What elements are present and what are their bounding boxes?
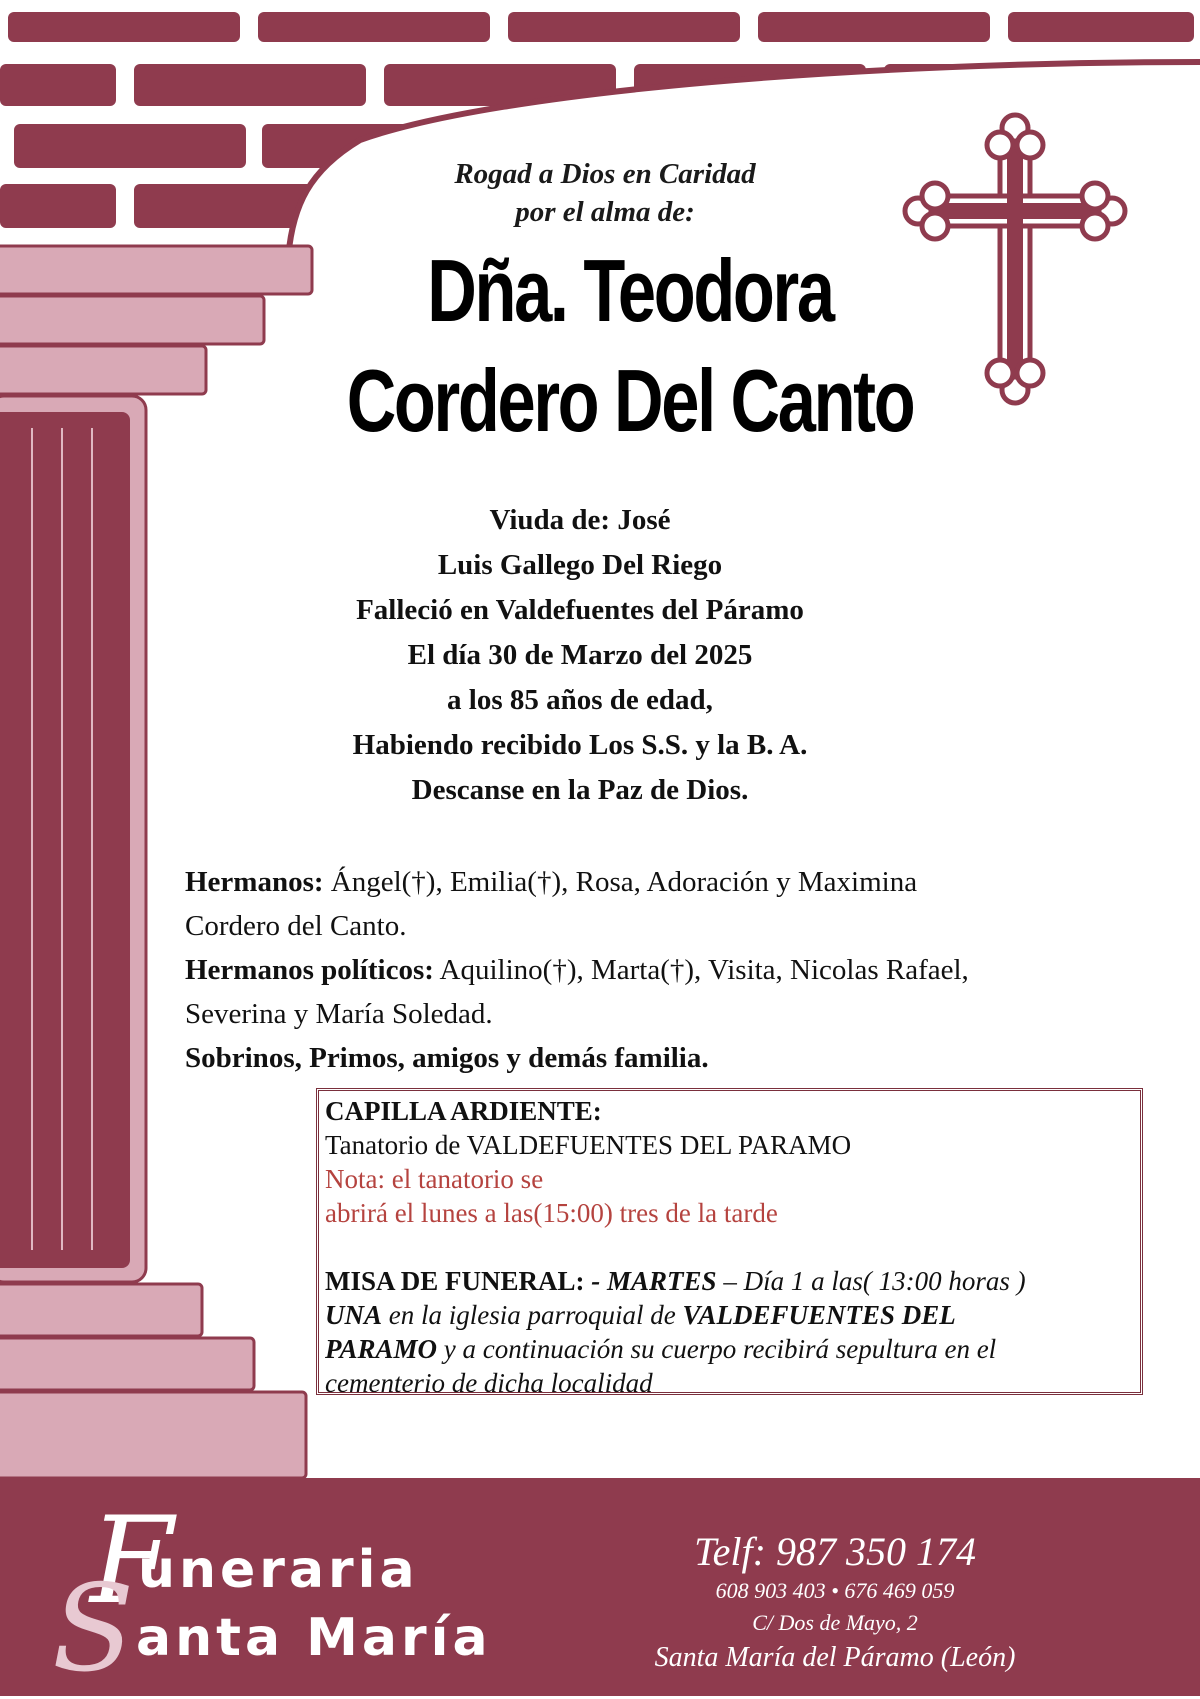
- inlaws-line-1: [185, 948, 1125, 992]
- logo-word-funeraria: uneraria: [138, 1540, 419, 1600]
- column-capital: [0, 246, 312, 394]
- place-of-death: Falleció en Valdefuentes del Páramo: [356, 594, 804, 626]
- deceased-name-line-1: Dña. Teodora: [427, 241, 833, 340]
- spacer: [325, 1230, 1134, 1264]
- address: C/ Dos de Mayo, 2: [752, 1610, 918, 1635]
- chapel-place: Tanatorio de VALDEFUENTES DEL PARAMO: [325, 1130, 852, 1160]
- note-line-1: Nota: el tanatorio se: [325, 1164, 544, 1194]
- details-block: [250, 498, 910, 813]
- town: Santa María del Páramo (León): [654, 1642, 1016, 1673]
- inlaws-label: Hermanos políticos:: [185, 954, 434, 986]
- mass-line-2: [325, 1298, 1134, 1332]
- family-block: [185, 860, 1125, 1080]
- siblings-names: Ángel(†), Emilia(†), Rosa, Adoración y Maximina: [323, 866, 918, 898]
- header-line-2: por el alma de:: [515, 196, 695, 228]
- logo-initial-f: F: [90, 1492, 174, 1631]
- rest-in-peace: Descanse en la Paz de Dios.: [411, 774, 749, 806]
- mass-line-3: [325, 1332, 1134, 1366]
- cross-icon: [905, 115, 1125, 403]
- siblings-line-2: Cordero del Canto.: [185, 910, 407, 942]
- siblings-line-1: [185, 860, 1125, 904]
- footer-band: [0, 1478, 1200, 1699]
- mass-line-2-c: VALDEFUENTES DEL: [682, 1300, 956, 1330]
- mass-line-4: [325, 1366, 1134, 1395]
- sacraments: Habiendo recibido Los S.S. y la B. A.: [352, 729, 808, 761]
- logo-initial-s: S: [52, 1560, 135, 1699]
- mass-day: - MARTES: [584, 1266, 717, 1296]
- mass-time: – Día 1 a las( 13:00 horas ): [716, 1266, 1026, 1296]
- chapel-title: [325, 1094, 1134, 1128]
- mass-line-3-a: PARAMO: [325, 1334, 438, 1364]
- header-line-1: Rogad a Dios en Caridad: [454, 158, 756, 190]
- logo-word-santa-maria: anta María: [136, 1608, 492, 1668]
- mass-line-1: [325, 1264, 1134, 1298]
- chapel-title-text: CAPILLA ARDIENTE:: [325, 1096, 602, 1126]
- contact-block: [600, 1530, 1070, 1678]
- mass-line-2-b: en la iglesia parroquial de: [382, 1300, 683, 1330]
- mass-line-4-text: cementerio de dicha localidad: [325, 1368, 653, 1395]
- telephone: Telf: 987 350 174: [694, 1529, 976, 1574]
- family-closing: [185, 1036, 1125, 1080]
- widow-of-name: Luis Gallego Del Riego: [437, 549, 723, 581]
- note-line-2: abrirá el lunes a las(15:00) tres de la tarde: [325, 1198, 778, 1228]
- column-base: [0, 1284, 306, 1478]
- column-shaft: [0, 396, 146, 1282]
- funeral-info-box: [316, 1088, 1143, 1395]
- siblings-label: Hermanos:: [185, 866, 324, 898]
- deceased-name-line-2: Cordero Del Canto: [346, 351, 914, 450]
- mass-line-2-a: UNA: [325, 1300, 383, 1330]
- family-closing-text: Sobrinos, Primos, amigos y demás familia.: [185, 1042, 709, 1074]
- widow-of: Viuda de: José: [489, 504, 671, 536]
- inlaws-line-2: Severina y María Soledad.: [185, 998, 493, 1030]
- mobile-numbers: 608 903 403 • 676 469 059: [715, 1578, 955, 1603]
- date-of-death: El día 30 de Marzo del 2025: [407, 639, 753, 671]
- inlaws-names: Aquilino(†), Marta(†), Visita, Nicolas Rafael,: [433, 954, 969, 986]
- age: a los 85 años de edad,: [447, 684, 713, 716]
- mass-label: MISA DE FUNERAL:: [325, 1266, 585, 1296]
- mass-line-3-b: y a continuación su cuerpo recibirá sepultura en el: [437, 1334, 997, 1364]
